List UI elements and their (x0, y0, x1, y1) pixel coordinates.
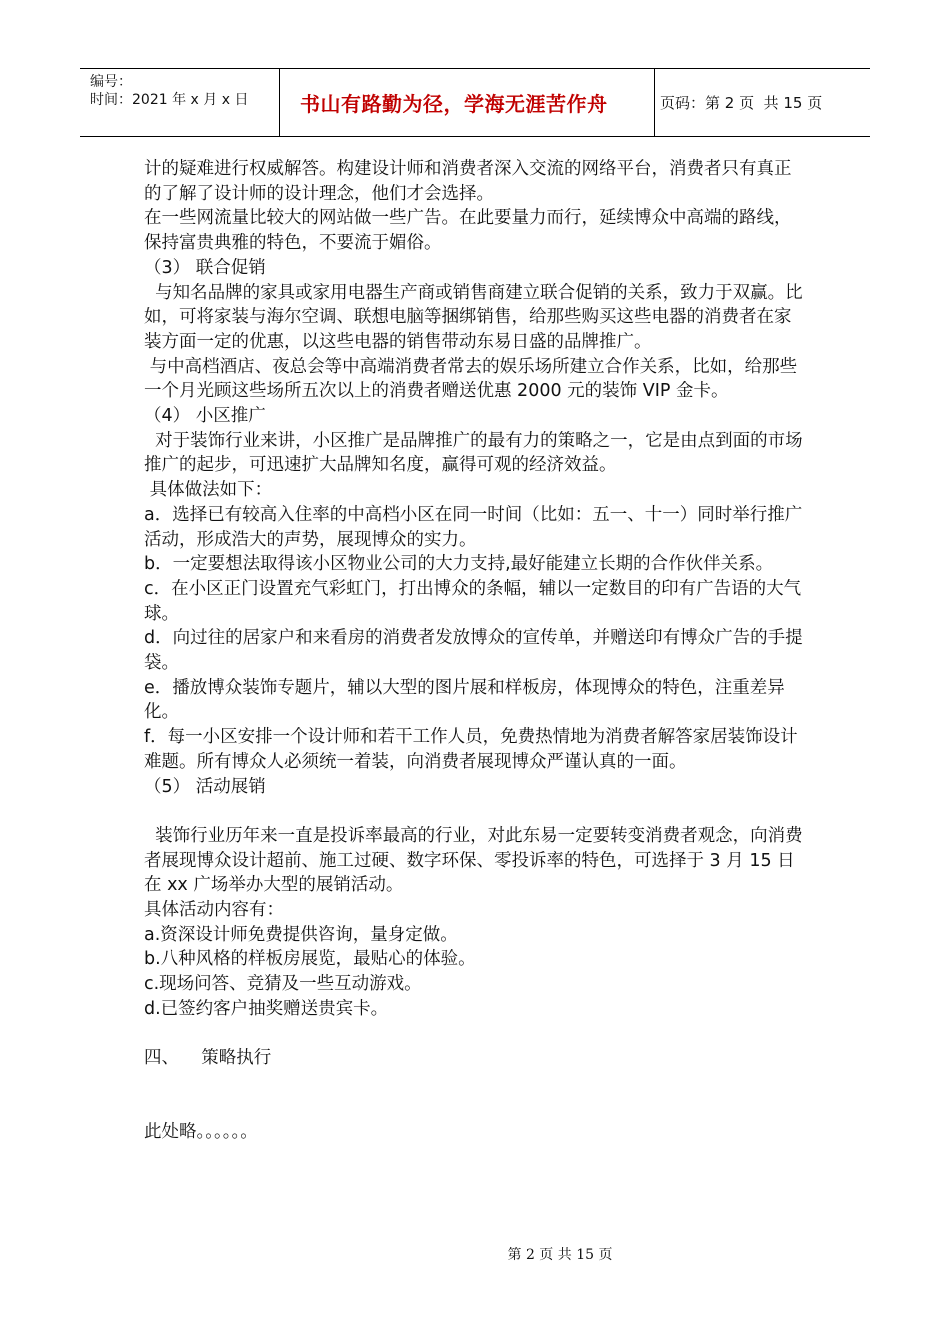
header-page-number: 页码：第 2 页 共 15 页 (660, 94, 823, 112)
list-item: d．向过往的居家户和来看房的消费者发放博众的宣传单，并赠送印有博众广告的手提袋。 (144, 628, 803, 674)
page-footer: 第 2 页 共 15 页 (507, 1247, 613, 1263)
page-header (80, 68, 870, 137)
spacer (144, 1071, 804, 1120)
document-number-label: 编号： (90, 74, 132, 90)
document-body (144, 157, 804, 1145)
list-item: c．在小区正门设置充气彩虹门，打出博众的条幅，辅以一定数目的印有广告语的大气球。 (144, 578, 802, 624)
section-heading: （4） 小区推广 (144, 406, 266, 427)
list-item: d.已签约客户抽奖赠送贵宾卡。 (144, 998, 389, 1019)
paragraph: 此处略。。。。。。 (144, 1121, 258, 1142)
document-date-label: 时间：2021 年 x 月 x 日 (90, 92, 249, 108)
list-item: e．播放博众装饰专题片，辅以大型的图片展和样板房，体现博众的特色，注重差异化。 (144, 677, 785, 723)
section-heading: （5） 活动展销 (144, 776, 266, 797)
header-page-cell (655, 69, 870, 136)
spacer (144, 1022, 804, 1047)
list-item: a.资深设计师免费提供咨询，量身定做。 (144, 924, 458, 945)
chapter-heading: 四、 策略执行 (144, 1048, 272, 1069)
paragraph: 对于装饰行业来讲，小区推广是品牌推广的最有力的策略之一，它是由点到面的市场推广的起步，可迅速扩大品牌知名度，赢得可观的经济效益。 (144, 430, 803, 476)
paragraph: 装饰行业历年来一直是投诉率最高的行业，对此东易一定要转变消费者观念，向消费者展现博众设计超前、施工过硬、数字环保、零投诉率的特色，可选择于 3 月 15 日在 xx 广场举办大型的展销活动。 (144, 825, 803, 896)
list-item: c.现场问答、竞猜及一些互动游戏。 (144, 974, 422, 995)
paragraph: 与中高档酒店、夜总会等中高端消费者常去的娱乐场所建立合作关系，比如，给那些一个月光顾这些场所五次以上的消费者赠送优惠 2000 元的装饰 VIP 金卡。 (144, 356, 798, 402)
list-item: f．每一小区安排一个设计师和若干工作人员，免费热情地为消费者解答家居装饰设计难题。所有博众人必须统一着装，向消费者展现博众严谨认真的一面。 (144, 727, 798, 772)
header-motto-cell (280, 69, 655, 136)
paragraph: 具体活动内容有： (144, 900, 284, 921)
paragraph: 计的疑难进行权威解答。构建设计师和消费者深入交流的网络平台，消费者只有真正的了解了设计师的设计理念，他们才会选择。 (144, 159, 792, 204)
list-item: a．选择已有较高入住率的中高档小区在同一时间（比如：五一、十一）同时举行推广活动，形成浩大的声势，展现博众的实力。 (144, 504, 803, 550)
header-motto: 书山有路勤为径，学海无涯苦作舟 (300, 92, 608, 116)
list-item: b．一定要想法取得该小区物业公司的大力支持,最好能建立长期的合作伙伴关系。 (144, 554, 774, 575)
header-meta (80, 69, 280, 136)
spacer (144, 799, 804, 824)
paragraph: 与知名品牌的家具或家用电器生产商或销售商建立联合促销的关系，致力于双赢。比如，可将家装与海尔空调、联想电脑等捆绑销售，给那些购买这些电器的消费者在家装方面一定的优惠，以这些电器的销售带动东易日盛的品牌推广。 (144, 282, 803, 352)
paragraph: 在一些网流量比较大的网站做一些广告。在此要量力而行，延续博众中高端的路线，保持富贵典雅的特色，不要流于媚俗。 (144, 208, 792, 254)
paragraph: 具体做法如下： (144, 480, 273, 501)
list-item: b.八种风格的样板房展览，最贴心的体验。 (144, 949, 476, 970)
section-heading: （3） 联合促销 (144, 257, 266, 278)
